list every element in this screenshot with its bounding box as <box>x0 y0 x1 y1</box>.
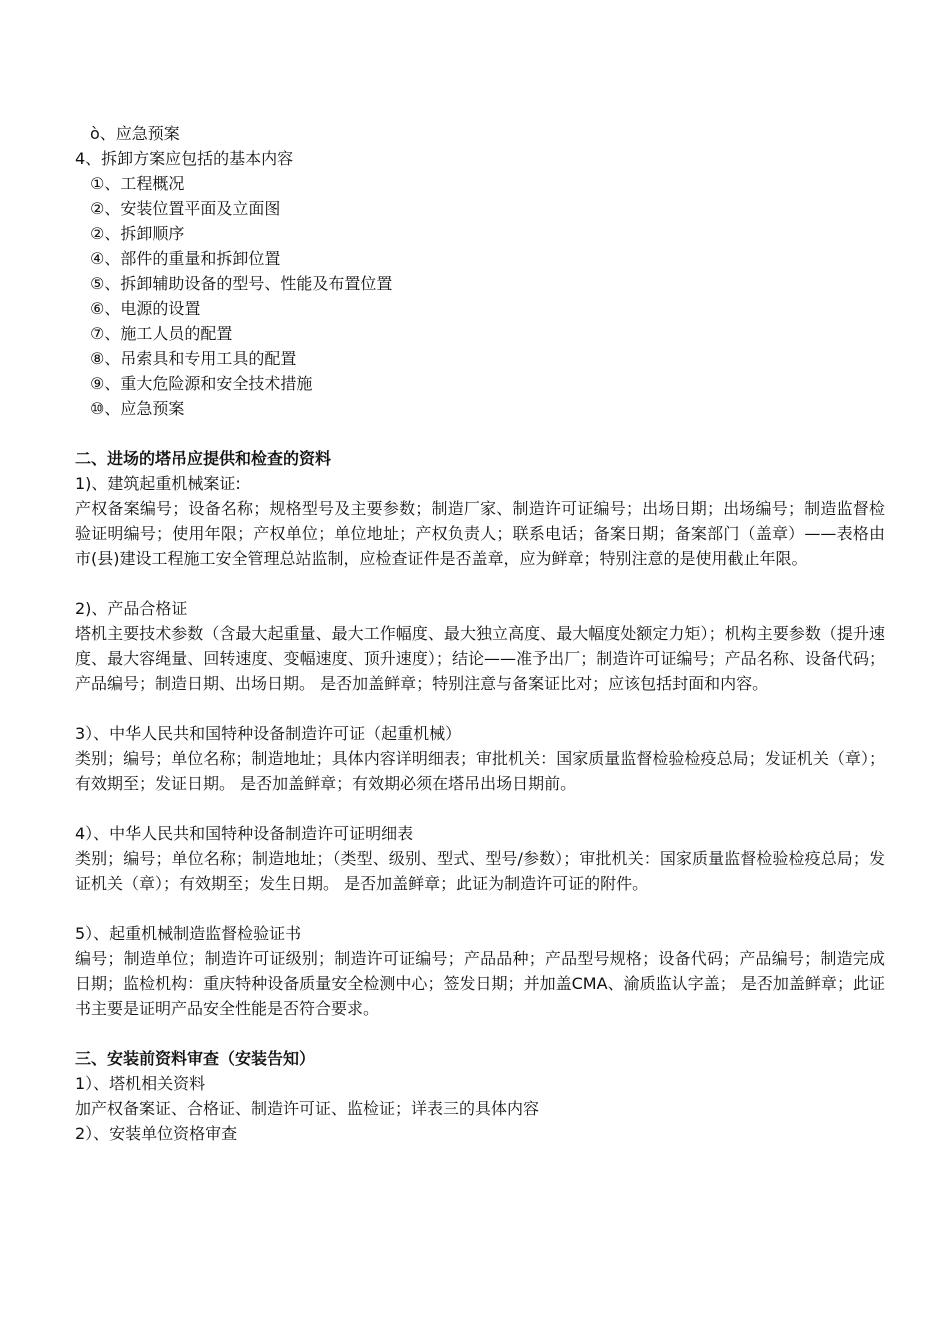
list-item: ④、部件的重量和拆卸位置 <box>90 249 281 268</box>
list-item: ⑦、施工人员的配置 <box>90 324 233 343</box>
block-title: 2）、安装单位资格审查 <box>75 1124 238 1143</box>
spacer <box>75 1021 885 1046</box>
block-title: 3）、中华人民共和国特种设备制造许可证（起重机械） <box>75 724 462 743</box>
block-body: 产权备案编号；设备名称；规格型号及主要参数；制造厂家、制造许可证编号；出场日期；出场编号；制造监督检验证明编号；使用年限；产权单位；单位地址；产权负责人；联系电话；备案日期；备案部门（盖章）——表格由市(县)建设工程施工安全管理总站监制，应检查证件是否盖章，应为鲜章；特别注意的是使用截止年限。 <box>75 499 885 568</box>
block-body: 类别；编号；单位名称；制造地址；具体内容详明细表；审批机关：国家质量监督检验检疫总局；发证机关（章）；有效期至；发证日期。 是否加盖鲜章；有效期必须在塔吊出场日期前。 <box>75 749 885 793</box>
block-body: 编号；制造单位；制造许可证级别；制造许可证编号；产品品种；产品型号规格；设备代码；产品编号；制造完成日期；监检机构：重庆特种设备质量安全检测中心；签发日期；并加盖CMA、渝质监认字盖； 是否加盖鲜章；此证书主要是证明产品安全性能是否符合要求。 <box>75 949 885 1018</box>
list-item: ①、工程概况 <box>90 174 185 193</box>
list-item: ⑤、拆卸辅助设备的型号、性能及布置位置 <box>90 274 393 293</box>
section-heading-3: 三、安装前资料审查（安装告知） <box>75 1049 316 1068</box>
list-item: ②、拆卸顺序 <box>90 224 185 243</box>
block-title: 1)、建筑起重机械案证: <box>75 474 241 493</box>
section4-title: 4、拆卸方案应包括的基本内容 <box>75 149 294 168</box>
block-title: 5）、起重机械制造监督检验证书 <box>75 924 302 943</box>
spacer <box>75 696 885 721</box>
block-body: 塔机主要技术参数（含最大起重量、最大工作幅度、最大独立高度、最大幅度处额定力矩）；机构主要参数（提升速度、最大容绳量、回转速度、变幅速度、顶升速度）；结论——准予出厂；制造许可证编号；产品名称、设备代码；产品编号；制造日期、出场日期。 是否加盖鲜章；特别注意与备案证比对；应该包括封面和内容。 <box>75 624 885 693</box>
list-item: ②、安装位置平面及立面图 <box>90 199 281 218</box>
spacer <box>75 571 885 596</box>
block-body: 加产权备案证、合格证、制造许可证、监检证；详表三的具体内容 <box>75 1099 540 1118</box>
list-item: ⑨、重大危险源和安全技术措施 <box>90 374 313 393</box>
block-title: 2)、产品合格证 <box>75 599 188 618</box>
spacer <box>75 796 885 821</box>
document-page <box>75 121 885 1146</box>
section-heading-2: 二、进场的塔吊应提供和检查的资料 <box>75 449 332 468</box>
block-title: 4）、中华人民共和国特种设备制造许可证明细表 <box>75 824 414 843</box>
list-item: ⑧、吊索具和专用工具的配置 <box>90 349 297 368</box>
spacer <box>75 896 885 921</box>
list-item: ⑥、电源的设置 <box>90 299 201 318</box>
spacer <box>75 421 885 446</box>
list-item: ò、应急预案 <box>90 124 180 143</box>
block-body: 类别；编号；单位名称；制造地址；（类型、级别、型式、型号/参数）；审批机关：国家质量监督检验检疫总局；发证机关（章）；有效期至；发生日期。 是否加盖鲜章；此证为制造许可证的附件。 <box>75 849 885 893</box>
list-item: ⑩、应急预案 <box>90 399 185 418</box>
block-title: 1）、塔机相关资料 <box>75 1074 206 1093</box>
